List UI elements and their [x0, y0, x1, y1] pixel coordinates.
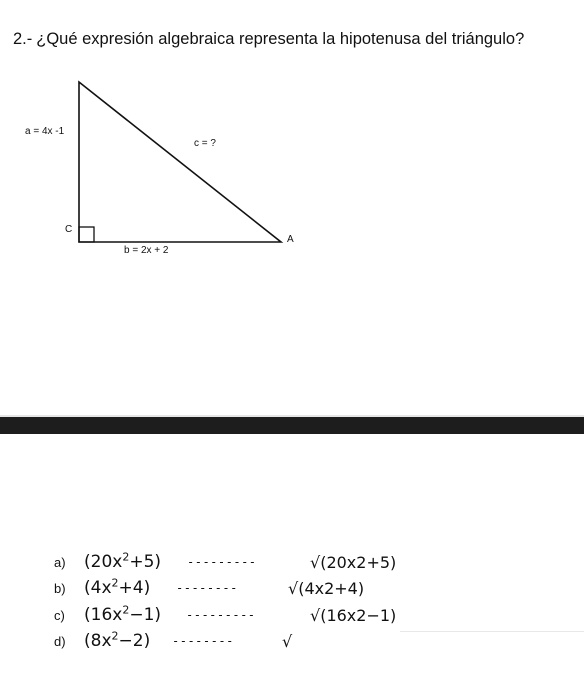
option-dashes: --------- [186, 608, 256, 622]
section-divider [0, 415, 584, 434]
option-letter: b) [54, 580, 66, 596]
separator-line [400, 631, 584, 632]
option-answer: √(16x2−1) [310, 605, 397, 625]
option-expression: $(20x^2+5)$ [84, 550, 162, 572]
option-expression: $(8x^2-2)$ [84, 629, 151, 651]
option-letter: a) [54, 554, 66, 570]
vertex-c-label: C [65, 224, 73, 235]
question-title [13, 30, 578, 49]
side-b-label: b = 2x + 2 [124, 245, 169, 256]
option-answer: √(4x2+4) [288, 578, 365, 598]
option-expression: $(16x^2-1)$ [84, 603, 162, 625]
option-letter: d) [54, 633, 66, 649]
triangle-figure [0, 70, 320, 270]
option-letter: c) [54, 607, 65, 623]
right-angle-marker [79, 227, 94, 242]
option-expression: $(4x^2+4)$ [84, 576, 151, 598]
option-b[interactable] [0, 573, 584, 603]
triangle-diagram [0, 70, 320, 270]
question-text: ¿Qué expresión algebraica representa la hipotenusa del triángulo? [36, 30, 525, 48]
triangle-shape [79, 82, 281, 242]
option-dashes: --------- [187, 555, 257, 569]
question-number: 2.- [13, 30, 33, 48]
option-dashes: -------- [172, 634, 234, 648]
side-c-label: c = ? [194, 138, 216, 149]
option-dashes: -------- [176, 581, 238, 595]
option-answer: √(20x2+5) [310, 552, 397, 572]
side-a-label: a = 4x -1 [25, 126, 65, 137]
option-answer: √ [282, 631, 293, 651]
vertex-a-label: A [287, 234, 294, 245]
